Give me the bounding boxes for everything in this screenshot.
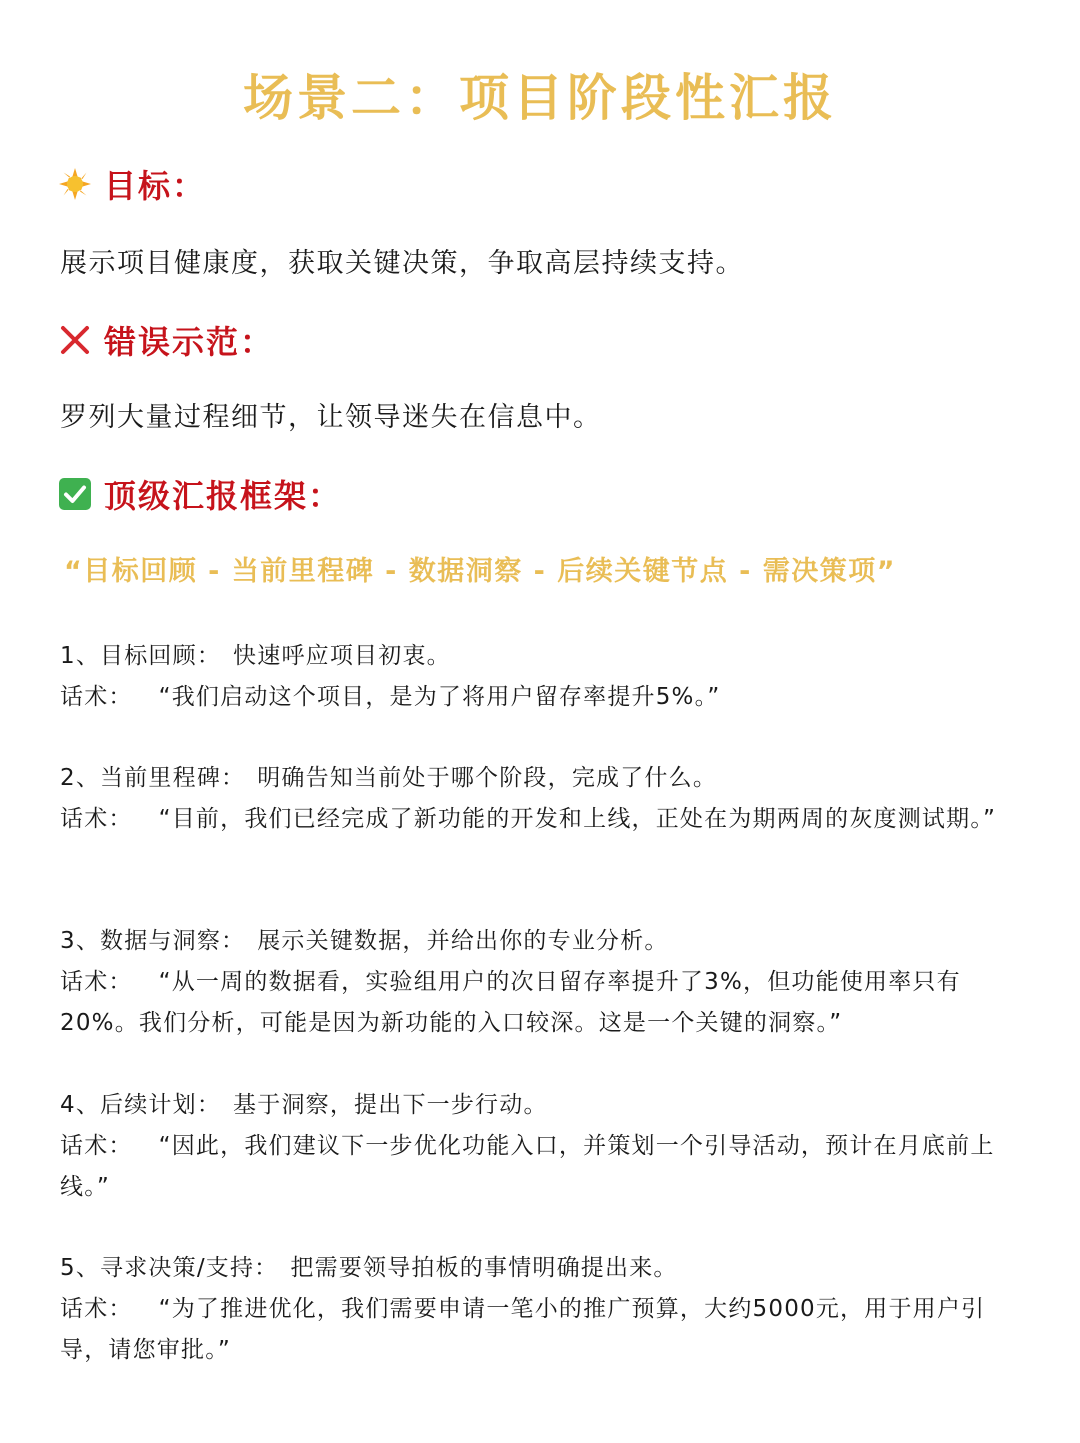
section-goal-heading — [58, 160, 206, 208]
step-script-label: 话术： — [60, 1133, 133, 1159]
framework-text: “目标回顾 - 当前里程碑 - 数据洞察 - 后续关键节点 - 需决策项” — [64, 556, 897, 587]
section-framework-label: 顶级汇报框架： — [104, 477, 343, 515]
step-desc: 基于洞察，提出下一步行动。 — [233, 1092, 548, 1118]
step-desc: 把需要领导拍板的事情明确提出来。 — [290, 1255, 678, 1281]
mistake-text: 罗列大量过程细节，让领导迷失在信息中。 — [60, 402, 602, 433]
step-script: “目前，我们已经完成了新功能的开发和上线，正处在为期两周的灰度测试期。” — [158, 806, 997, 832]
step-item — [60, 1248, 1000, 1371]
step-script-line — [60, 677, 1000, 718]
step-script: “我们启动这个项目，是为了将用户留存率提升5%。” — [158, 684, 721, 710]
section-framework-heading — [58, 470, 342, 518]
page-title: 场景二：项目阶段性汇报 — [243, 69, 837, 127]
check-icon — [58, 477, 92, 511]
step-script: “因此，我们建议下一步优化功能入口，并策划一个引导活动，预计在月底前上线。” — [60, 1133, 995, 1200]
step-script-line — [60, 962, 1000, 1044]
goal-text: 展示项目健康度，获取关键决策，争取高层持续支持。 — [60, 248, 744, 279]
step-script-label: 话术： — [60, 684, 133, 710]
step-item — [60, 758, 1000, 840]
section-goal-label: 目标： — [104, 167, 207, 205]
step-heading-line — [60, 758, 1000, 799]
step-desc: 展示关键数据，并给出你的专业分析。 — [257, 928, 669, 954]
step-script: “从一周的数据看，实验组用户的次日留存率提升了3%，但功能使用率只有20%。我们分析，可能是因为新功能的入口较深。这是一个关键的洞察。” — [60, 969, 961, 1036]
step-script-label: 话术： — [60, 1296, 133, 1322]
step-title: 4、后续计划： — [60, 1092, 222, 1118]
step-title: 1、目标回顾： — [60, 643, 222, 669]
step-item — [60, 921, 1000, 1044]
step-heading-line — [60, 636, 1000, 677]
section-mistake-label: 错误示范： — [104, 323, 275, 361]
step-heading-line — [60, 921, 1000, 962]
cross-icon — [58, 323, 92, 357]
step-desc: 快速呼应项目初衷。 — [233, 643, 451, 669]
step-script-line — [60, 1126, 1000, 1208]
step-script-line — [60, 1289, 1000, 1371]
step-title: 2、当前里程碑： — [60, 765, 246, 791]
step-title: 3、数据与洞察： — [60, 928, 246, 954]
sun-icon — [58, 167, 92, 201]
step-item — [60, 636, 1000, 718]
step-title: 5、寻求决策/支持： — [60, 1255, 279, 1281]
step-heading-line — [60, 1248, 1000, 1289]
step-item — [60, 1085, 1000, 1208]
step-script: “为了推进优化，我们需要申请一笔小的推广预算，大约5000元，用于用户引导，请您审批。” — [60, 1296, 986, 1363]
section-mistake-heading — [58, 316, 274, 364]
step-script-label: 话术： — [60, 969, 133, 995]
step-script-label: 话术： — [60, 806, 133, 832]
step-heading-line — [60, 1085, 1000, 1126]
step-desc: 明确告知当前处于哪个阶段，完成了什么。 — [257, 765, 718, 791]
step-script-line — [60, 799, 1000, 840]
